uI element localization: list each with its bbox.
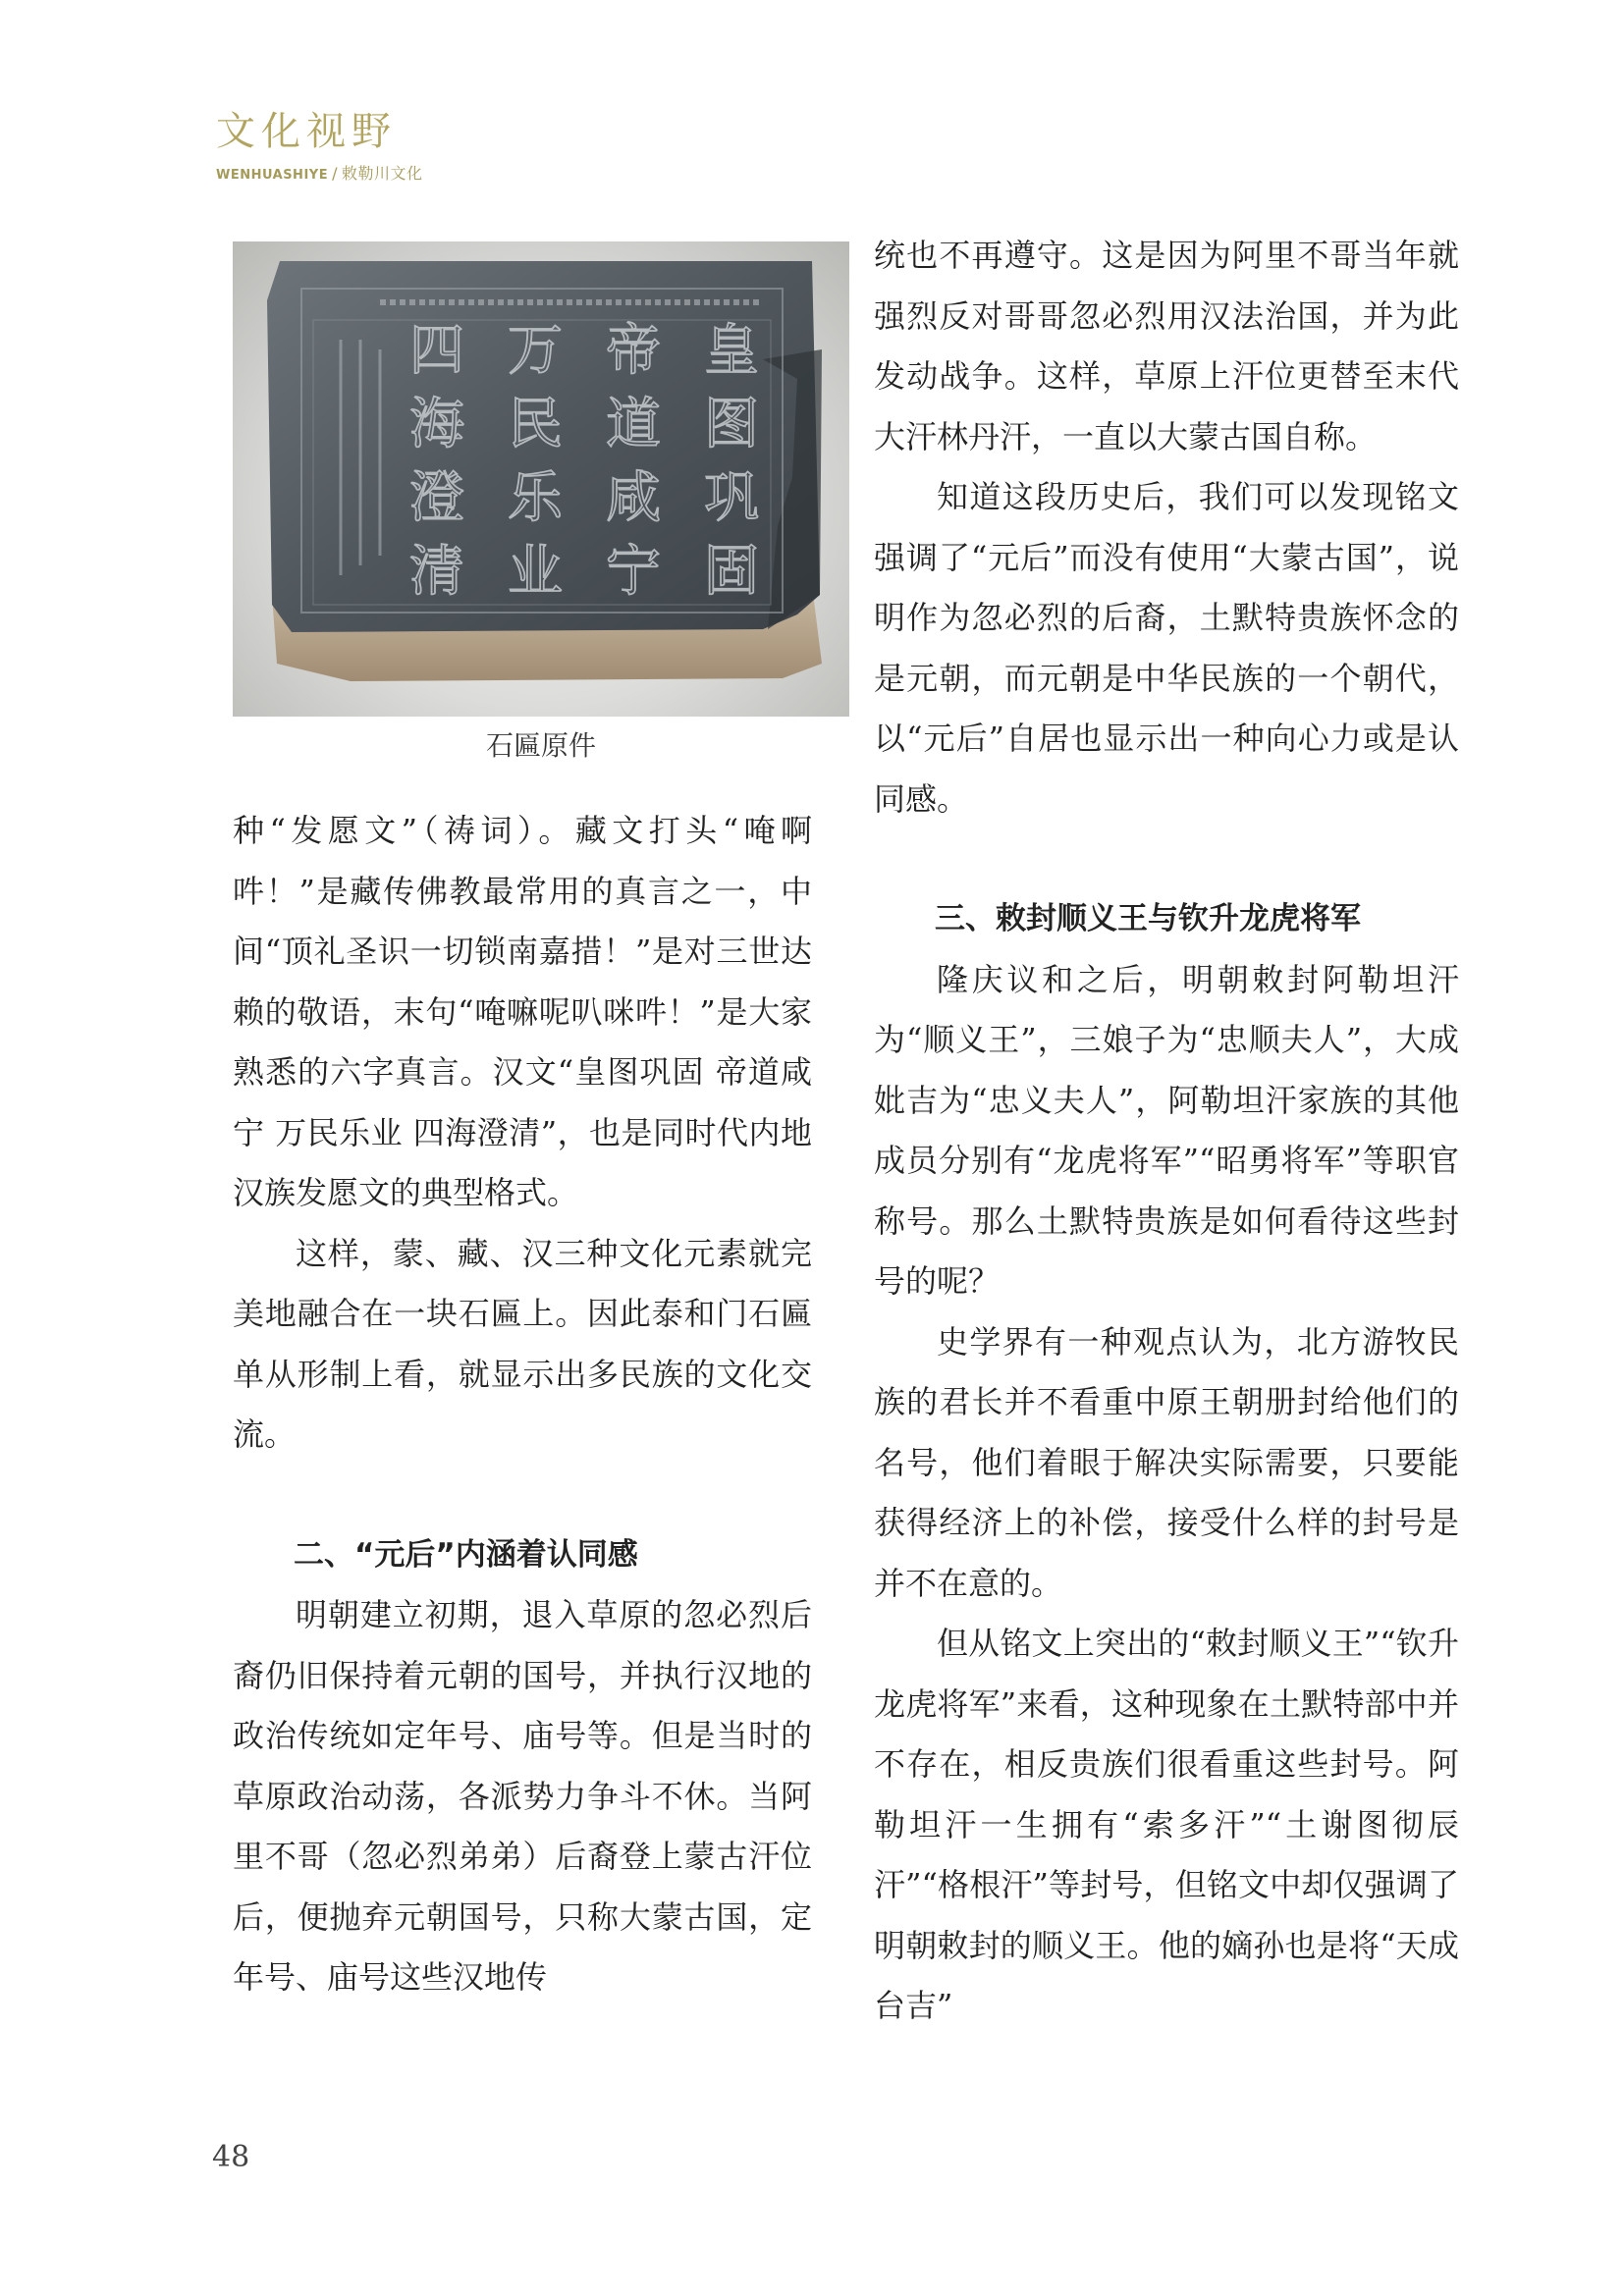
paragraph: 种“发愿文”（祷词）。藏文打头“唵啊吽！”是藏传佛教最常用的真言之一，中间“顶礼圣识一切锁南嘉措！”是对三世达赖的敬语，末句“唵嘛呢叭咪吽！”是大家熟悉的六字真言。汉文“皇图巩固 帝道咸宁 万民乐业 四海澄清”，也是同时代内地汉族发愿文的典型格式。 bbox=[233, 812, 812, 1211]
masthead bbox=[216, 110, 422, 184]
section-heading: 三、敕封顺义王与钦升龙虎将军 bbox=[935, 901, 1361, 936]
column-title: 文化视野 bbox=[216, 109, 397, 154]
inscription-char: 宁 bbox=[606, 540, 661, 604]
inscription-char: 澄 bbox=[409, 466, 464, 530]
photo-caption: 石匾原件 bbox=[485, 729, 596, 762]
inscription-char: 海 bbox=[409, 393, 464, 456]
section-heading: 二、“元后”内涵着认同感 bbox=[294, 1536, 638, 1573]
inscription-char: 民 bbox=[508, 393, 563, 456]
stone-plaque-photo bbox=[233, 241, 849, 717]
paragraph: 知道这段历史后，我们可以发现铭文强调了“元后”而没有使用“大蒙古国”，说明作为忽必烈的后裔，土默特贵族怀念的是元朝，而元朝是中华民族的一个朝代，以“元后”自居也显示出一种向心力或是认同感。 bbox=[874, 478, 1459, 818]
paragraph: 这样，蒙、藏、汉三种文化元素就完美地融合在一块石匾上。因此泰和门石匾单从形制上看，就显示出多民族的文化交流。 bbox=[233, 1234, 812, 1453]
inscription-char: 清 bbox=[409, 540, 464, 604]
inscription-char: 皇 bbox=[704, 319, 759, 383]
paragraph: 明朝建立初期，退入草原的忽必烈后裔仍旧保持着元朝的国号，并执行汉地的政治传统如定年号、庙号等。但是当时的草原政治动荡，各派势力争斗不休。当阿里不哥（忽必烈弟弟）后裔登上蒙古汗位后，便抛弃元朝国号，只称大蒙古国，定年号、庙号这些汉地传 bbox=[233, 1596, 812, 1996]
inscription-char: 业 bbox=[508, 540, 563, 604]
paragraph: 隆庆议和之后，明朝敕封阿勒坦汗为“顺义王”，三娘子为“忠顺夫人”，大成妣吉为“忠义夫人”，阿勒坦汗家族的其他成员分别有“龙虎将军”“昭勇将军”等职官称号。那么土默特贵族是如何看待这些封号的呢？ bbox=[874, 960, 1459, 1300]
paragraph: 但从铭文上突出的“敕封顺义王”“钦升龙虎将军”来看，这种现象在土默特部中并不存在，相反贵族们很看重这些封号。阿勒坦汗一生拥有“索多汗”“土谢图彻辰汗”“格根汗”等封号，但铭文中却仅强调了明朝敕封的顺义王。他的嫡孙也是将“天成台吉” bbox=[874, 1625, 1459, 2024]
inscription-char: 万 bbox=[508, 319, 563, 383]
inscription-char: 帝 bbox=[606, 319, 661, 383]
inscription-char: 巩 bbox=[704, 466, 759, 530]
subtitle-separator: / bbox=[332, 164, 338, 183]
column-subtitle-cn: 敕勒川文化 bbox=[341, 164, 423, 183]
inscription-char: 四 bbox=[409, 319, 464, 383]
column-subtitle bbox=[216, 161, 422, 184]
inscription-char: 道 bbox=[606, 393, 661, 456]
page-number: 48 bbox=[212, 2140, 250, 2174]
paragraph: 统也不再遵守。这是因为阿里不哥当年就强烈反对哥哥忽必烈用汉法治国，并为此发动战争。这样，草原上汗位更替至末代大汗林丹汗，一直以大蒙古国自称。 bbox=[874, 237, 1459, 455]
inscription-char: 固 bbox=[704, 540, 759, 604]
right-column bbox=[874, 226, 1459, 2037]
column-subtitle-en: WENHUASHIYE bbox=[216, 168, 329, 183]
inscription-char: 图 bbox=[704, 393, 759, 456]
inscription-char: 咸 bbox=[606, 466, 661, 530]
left-column bbox=[233, 801, 812, 2008]
paragraph: 史学界有一种观点认为，北方游牧民族的君长并不看重中原王朝册封给他们的名号，他们着眼于解决实际需要，只要能获得经济上的补偿，接受什么样的封号是并不在意的。 bbox=[874, 1322, 1459, 1602]
inscription-char: 乐 bbox=[508, 466, 563, 530]
stone-plaque-illustration bbox=[233, 241, 849, 717]
